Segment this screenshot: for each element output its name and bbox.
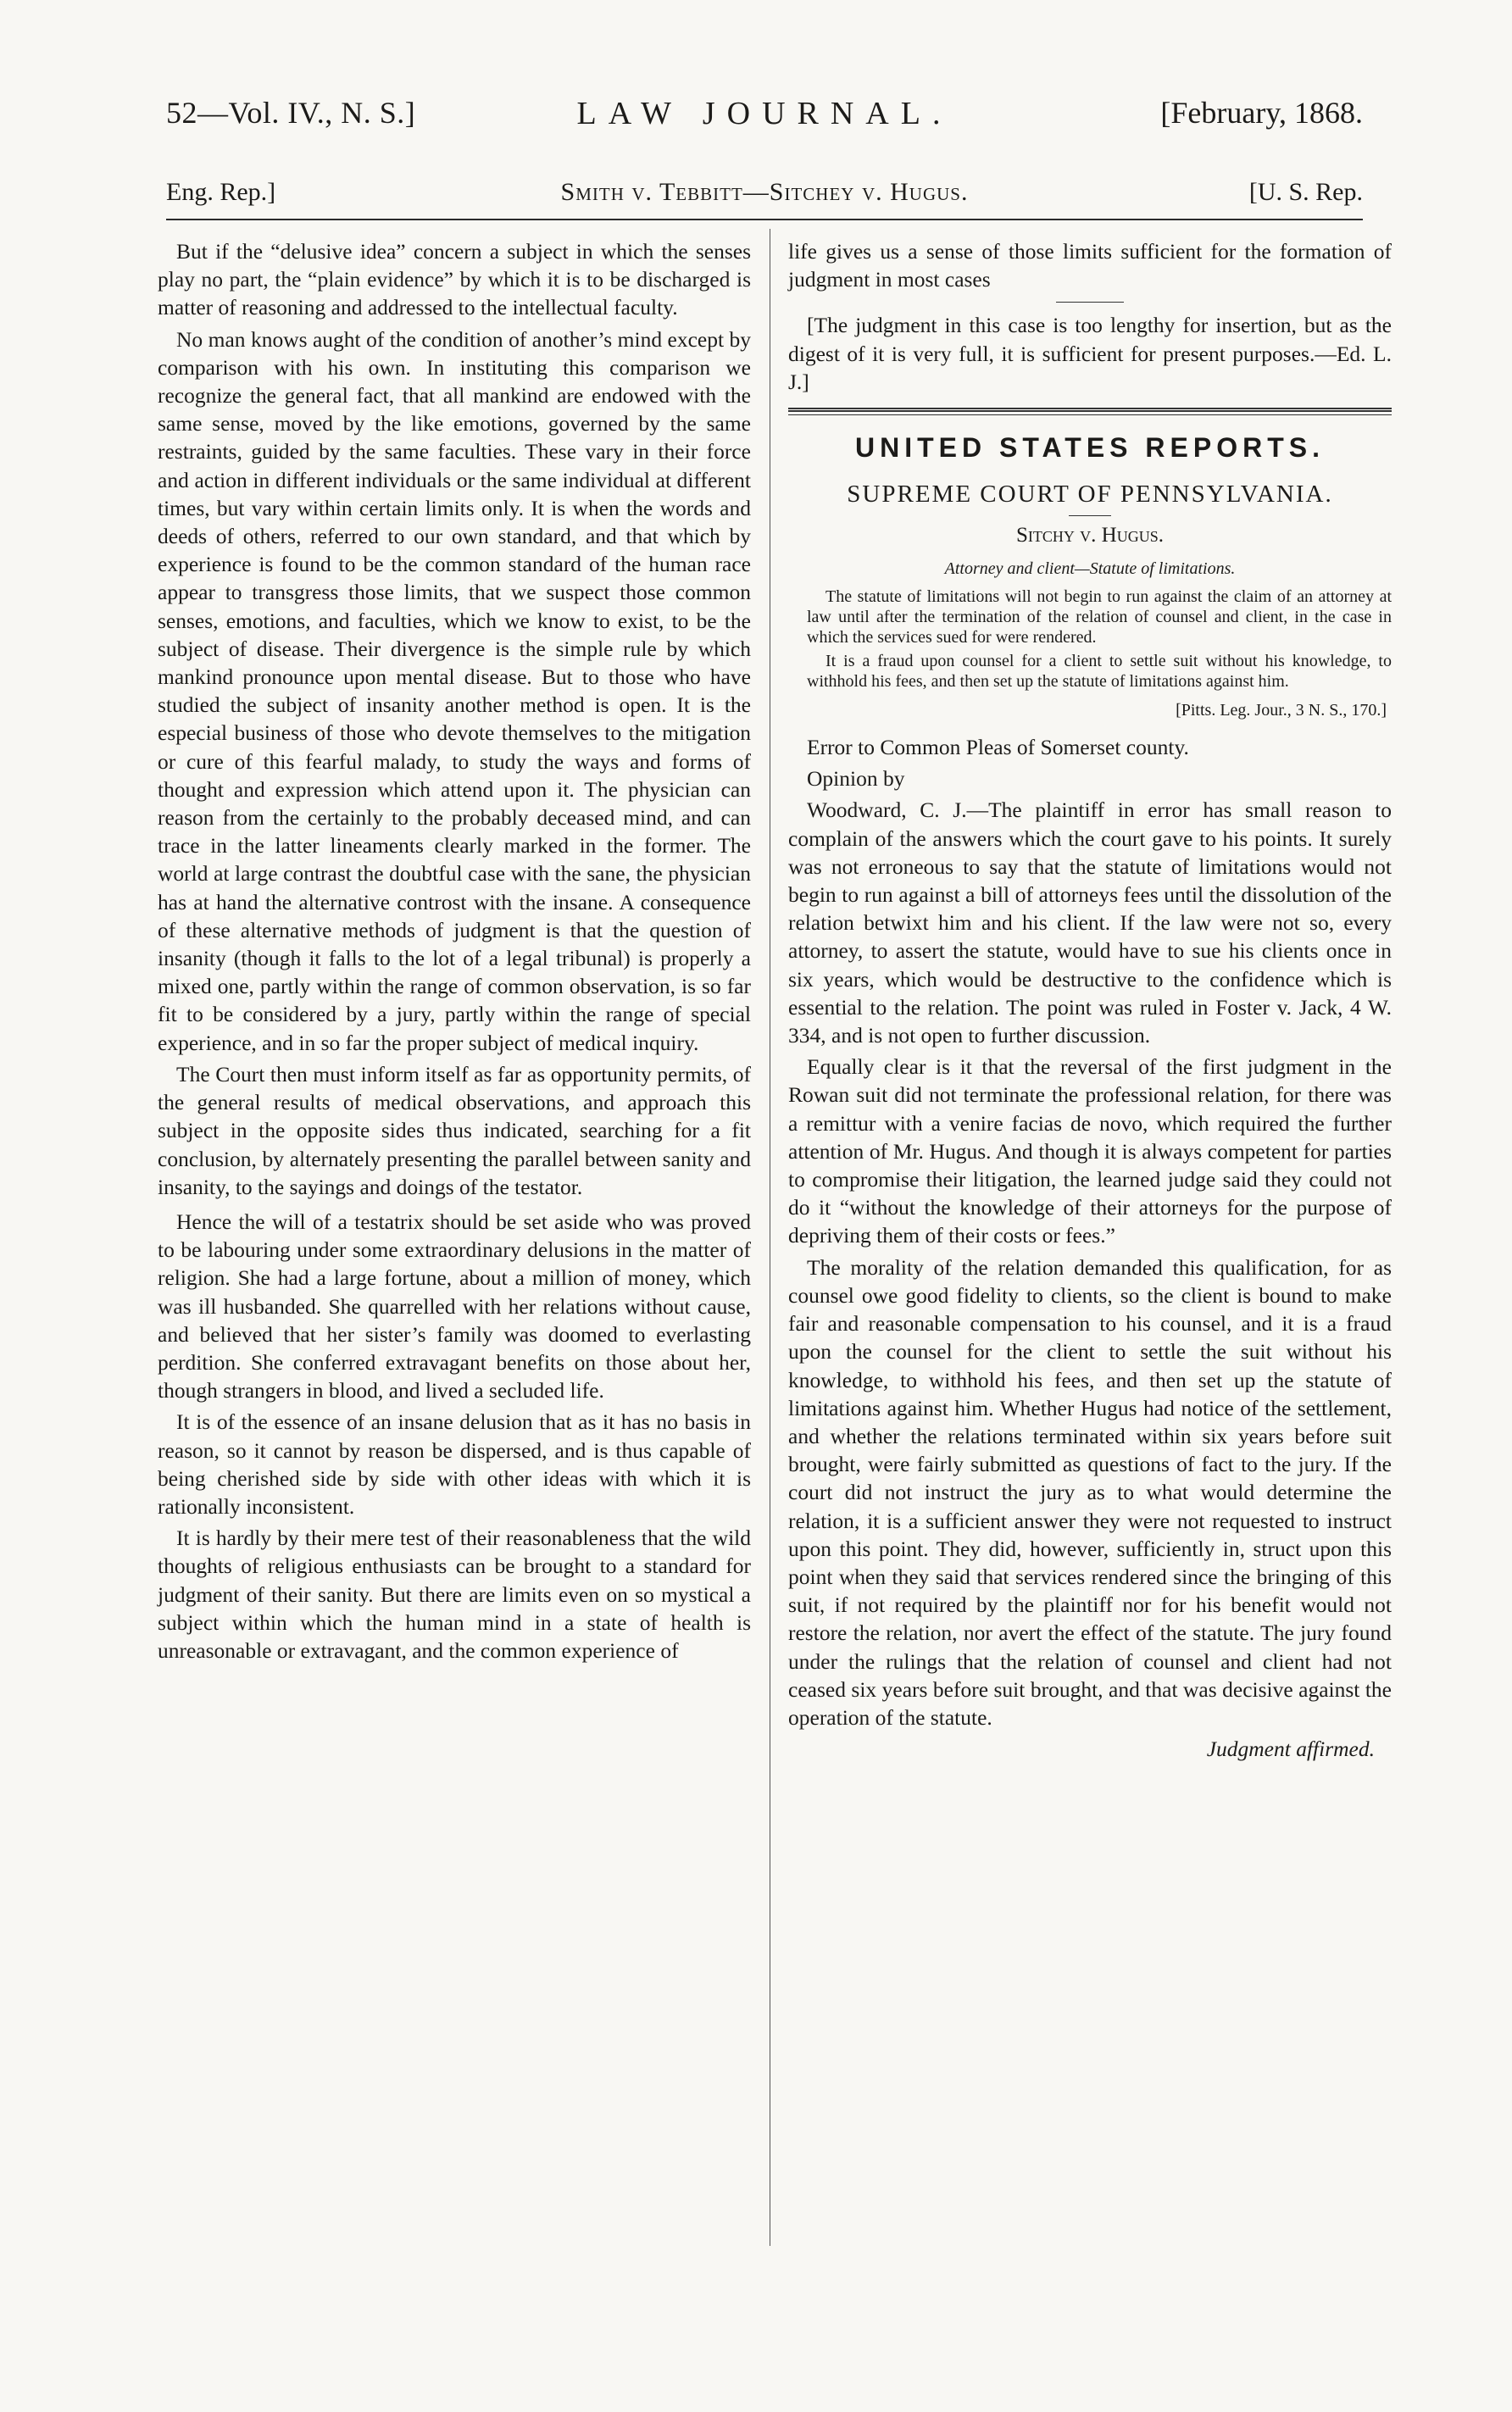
paragraph: The morality of the relation demanded this qualification, for as counsel owe good fidelity to clients, so the client is bound to make fair and reasonable compensation to his counsel, and it is a fraud upon the counsel for the client to settle the suit without his knowledge, to withhold his fees, and then set up the statute of limitations against him. Whether Hugus had notice of the settlement, and whether the relations terminated within six years before suit brought, were fairly submitted as questions of fact to the jury. If the court did not instruct the jury as to what would determine the relation, it is a sufficient answer they were not requested to instruct upon this point. They did, however, sufficiently in, struct upon this point when they said that services rendered since the bringing of this suit, if not required by the plaintiff nor for his benefit would not restore the relation, nor avert the effect of the statute. The jury found under the rulings that the relation of counsel and client had not ceased six years before suit brought, and that was decisive against the operation of the statute.	[788, 1254, 1392, 1730]
editor-note: [The judgment in this case is too lengthy for insertion, but as the digest of it is very full, it is sufficient for present purposes.—Ed. L. J.]	[788, 313, 1392, 394]
running-head	[166, 95, 1363, 137]
paragraph: Hence the will of a testatrix should be set aside who was proved to be labouring under some extraordinary delusions in the matter of religion. She had a large fortune, about a million of money, which was ill husbanded. She quarrelled with her relations without cause, and believed that her sister’s family was doomed to everlasting perdition. She conferred extravagant benefits on those about her, though strangers in blood, and lived a secluded life.	[158, 1209, 751, 1403]
paragraph: No man knows aught of the condition of another’s mind except by comparison with his own. In instituting this comparison we recognize the general fact, that all mankind are endowed with the same sense, moved by the like emotions, governed by the same restraints, guided by the same faculties. These vary in their force and action in different individuals or the same individual at different times, but vary within certain limits only. It is when the words and deeds of others, referred to our own standard, and that which by experience is found to be the common standard of the human race appear to transgress those limits, that we suspect those common senses, emotions, and faculties, which we know to exist, to be the subject of disease. Their divergence is the simple rule by which mankind pronounce upon mental disease. But to those who have studied the subject of insanity another method is open. It is the especial business of those who devote themselves to the mitigation or cure of this fearful malady, to study the ways and forms of thought and expression which attend upon it. The physician can reason from the certainly to the probably deceased mind, and can trace in the latter lineaments clearly marked in the former. The world at large contrast the doubtful case with the sane, the physician has at hand the alternative controst with the insane. A consequence of these alternative methods of judgment is that the question of insanity (though it falls to the lot of a legal tribunal) is properly a mixed one, partly within the range of common observation, is so far fit to be considered by a jury, partly within the range of special experience, and in so far the proper subject of medical inquiry.	[158, 326, 751, 1055]
issue-date: [February, 1868.	[1160, 96, 1363, 130]
right-report-label: [U. S. Rep.	[1248, 178, 1363, 206]
error-line: Error to Common Pleas of Somerset county.	[807, 735, 1189, 760]
paragraph: It is hardly by their mere test of their reasonableness that the wild thoughts of religious enthusiasts can be brought to a standard for judgment of their sanity. But there are limits even on so mystical a subject within which the human mind in a state of health is unreasonable or extravagant, and the common experience of	[158, 1526, 751, 1663]
syllabus-heading: Attorney and client—Statute of limitations.	[944, 559, 1236, 578]
section-head	[166, 178, 1363, 215]
citation: [Pitts. Leg. Jour., 3 N. S., 170.]	[1176, 700, 1387, 720]
volume-label: 52—Vol. IV., N. S.]	[166, 96, 416, 130]
short-rule	[1069, 515, 1111, 516]
left-report-label: Eng. Rep.]	[166, 178, 276, 206]
paragraph: Equally clear is it that the reversal of the first judgment in the Rowan suit did not terminate the professional relation, for there was a remittur with a venire facias de novo, which required the further attention of Mr. Hugus. And though it is always competent for parties to compromise their litigation, the learned judge said they could not do it “without the knowledge of their attorneys for the purpose of depriving them of their costs or fees.”	[788, 1054, 1392, 1248]
syllabus-item: It is a fraud upon counsel for a client to settle suit without his knowledge, to withhold his fees, and then set up the statute of limitations against him.	[807, 651, 1392, 691]
judgment-line: Judgment affirmed.	[1206, 1737, 1375, 1762]
section-title: UNITED STATES REPORTS.	[855, 432, 1325, 464]
case-names: Smith v. Tebbitt—Sitchey v. Hugus.	[560, 178, 969, 206]
header-rule	[166, 219, 1363, 220]
opinion-by: Opinion by	[807, 766, 905, 792]
left-column	[158, 237, 751, 1668]
paragraph: It is of the essence of an insane delusion that as it has no basis in reason, so it cannot by reason be dispersed, and is thus capable of being cherished side by side with other ideas with which it is rationally inconsistent.	[158, 1409, 751, 1519]
paragraph: But if the “delusive idea” concern a subject in which the senses play no part, the “plain evidence” by which it is to be discharged is matter of reasoning and addressed to the intellectual faculty.	[158, 239, 751, 320]
syllabus-item: The statute of limitations will not begin to run against the claim of an attorney at law until after the termination of the relation of counsel and client, in the case in which the services sued for were rendered.	[807, 586, 1392, 647]
continuation-text: life gives us a sense of those limits sufficient for the formation of judgment in most cases	[788, 239, 1392, 292]
case-title: Sitchy v. Hugus.	[1016, 524, 1164, 547]
right-column	[788, 237, 1392, 1763]
paragraph: The Court then must inform itself as far as opportunity permits, of the general results of medical observations, and approach this subject in the opposite sides thus indicated, searching for a fit conclusion, by alternately presenting the parallel between sanity and insanity, to the sayings and doings of the testator.	[158, 1061, 751, 1199]
paragraph: Woodward, C. J.—The plaintiff in error has small reason to complain of the answers which the court gave to his points. It surely was not erroneous to say that the statute of limitations would not begin to run against a bill of attorneys fees until the dissolution of the relation betwixt him and his client. If the law were not so, every attorney, to assert the statute, would have to sue his clients once in six years, which would be destructive to the confidence which is essential to the relation. The point was ruled in Foster v. Jack, 4 W. 334, and is not open to further discussion.	[788, 798, 1392, 1048]
short-rule	[1056, 302, 1124, 303]
court-name: SUPREME COURT OF PENNSYLVANIA.	[847, 481, 1333, 509]
journal-title: LAW JOURNAL.	[576, 96, 953, 131]
section-divider	[788, 408, 1392, 415]
